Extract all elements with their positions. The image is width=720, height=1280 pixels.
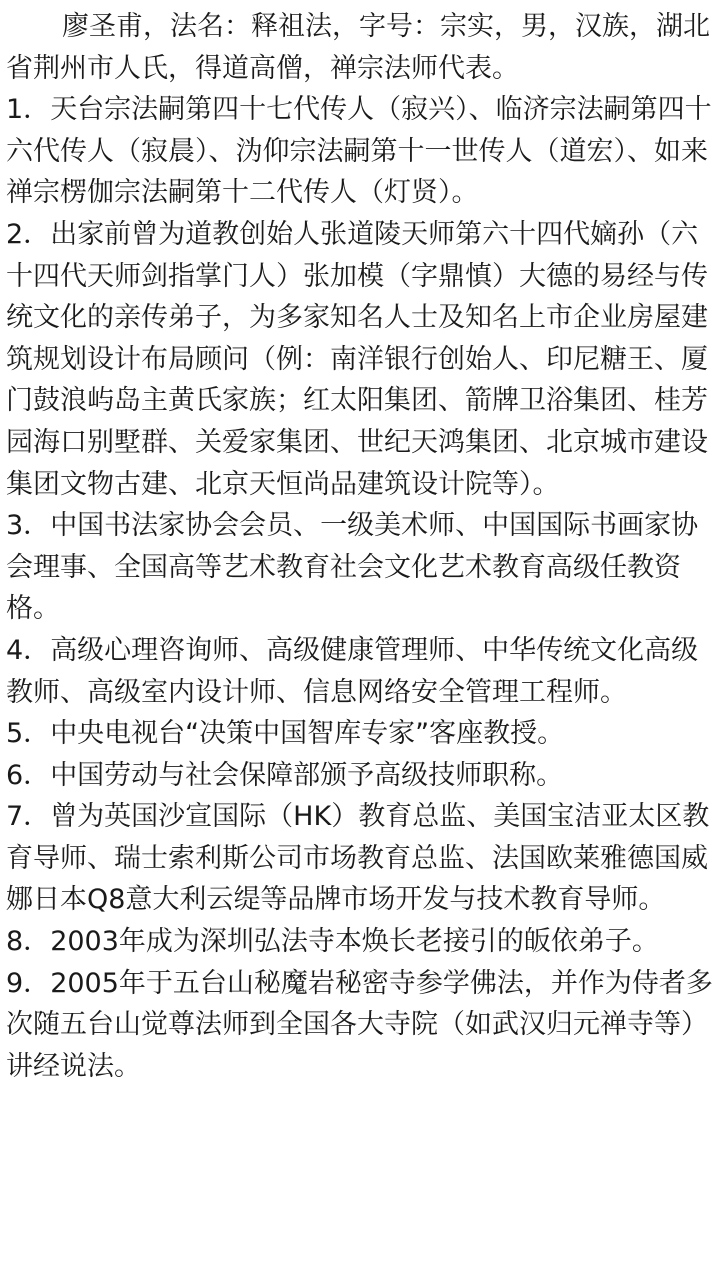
item-number: 6． <box>6 759 51 791</box>
item-text: 出家前曾为道教创始人张道陵天师第六十四代嫡孙（六十四代天师剑指掌门人）张加模（字鼎慎）大德的易经与传统文化的亲传弟子，为多家知名人士及知名上市企业房屋建筑规划设计布局顾问（例：南洋银行创始人、印尼糖王、厦门鼓浪屿岛主黄氏家族；红太阳集团、箭牌卫浴集团、桂芳园海口别墅群、关爱家集团、世纪天鸿集团、北京城市建设集团文物古建、北京天恒尚品建筑设计院等）。 <box>6 218 708 500</box>
list-item-8 <box>6 921 714 963</box>
list-item-3 <box>6 505 714 630</box>
list-item-9 <box>6 963 714 1088</box>
item-number: 8． <box>6 926 51 958</box>
list-item-2 <box>6 214 714 505</box>
item-text: 中国书法家协会会员、一级美术师、中国国际书画家协会理事、全国高等艺术教育社会文化艺术教育高级任教资格。 <box>6 510 699 625</box>
list-item-4 <box>6 630 714 713</box>
item-text: 2003年成为深圳弘法寺本焕长老接引的皈依弟子。 <box>50 926 659 958</box>
item-text: 高级心理咨询师、高级健康管理师、中华传统文化高级教师、高级室内设计师、信息网络安全管理工程师。 <box>6 634 699 708</box>
list-item-1 <box>6 89 714 214</box>
list-item-6 <box>6 755 714 797</box>
item-text: 中央电视台“决策中国智库专家”客座教授。 <box>50 718 565 750</box>
item-number: 3． <box>6 510 51 542</box>
list-item-7 <box>6 796 714 921</box>
item-number: 2． <box>6 218 51 250</box>
item-number: 5． <box>6 718 51 750</box>
item-text: 2005年于五台山秘魔岩秘密寺参学佛法，并作为侍者多次随五台山觉尊法师到全国各大寺院（如武汉归元禅寺等）讲经说法。 <box>6 967 713 1082</box>
intro-paragraph: 廖圣甫，法名：释祖法，字号：宗实，男，汉族，湖北省荆州市人氏，得道高僧，禅宗法师代表。 <box>6 11 710 84</box>
item-number: 4． <box>6 634 51 666</box>
item-text: 中国劳动与社会保障部颁予高级技师职称。 <box>50 759 564 791</box>
item-number: 9． <box>6 967 51 999</box>
list-item-5 <box>6 713 714 755</box>
item-number: 1． <box>6 94 51 126</box>
item-text: 天台宗法嗣第四十七代传人（寂兴）、临济宗法嗣第四十六代传人（寂晨）、沩仰宗法嗣第十一世传人（道宏）、如来禅宗楞伽宗法嗣第十二代传人（灯贤）。 <box>6 94 712 209</box>
item-text: 曾为英国沙宣国际（HK）教育总监、美国宝洁亚太区教育导师、瑞士索利斯公司市场教育总监、法国欧莱雅德国威娜日本Q8意大利云缇等品牌市场开发与技术教育导师。 <box>6 801 710 916</box>
document-body <box>6 6 714 1087</box>
item-number: 7． <box>6 801 51 833</box>
